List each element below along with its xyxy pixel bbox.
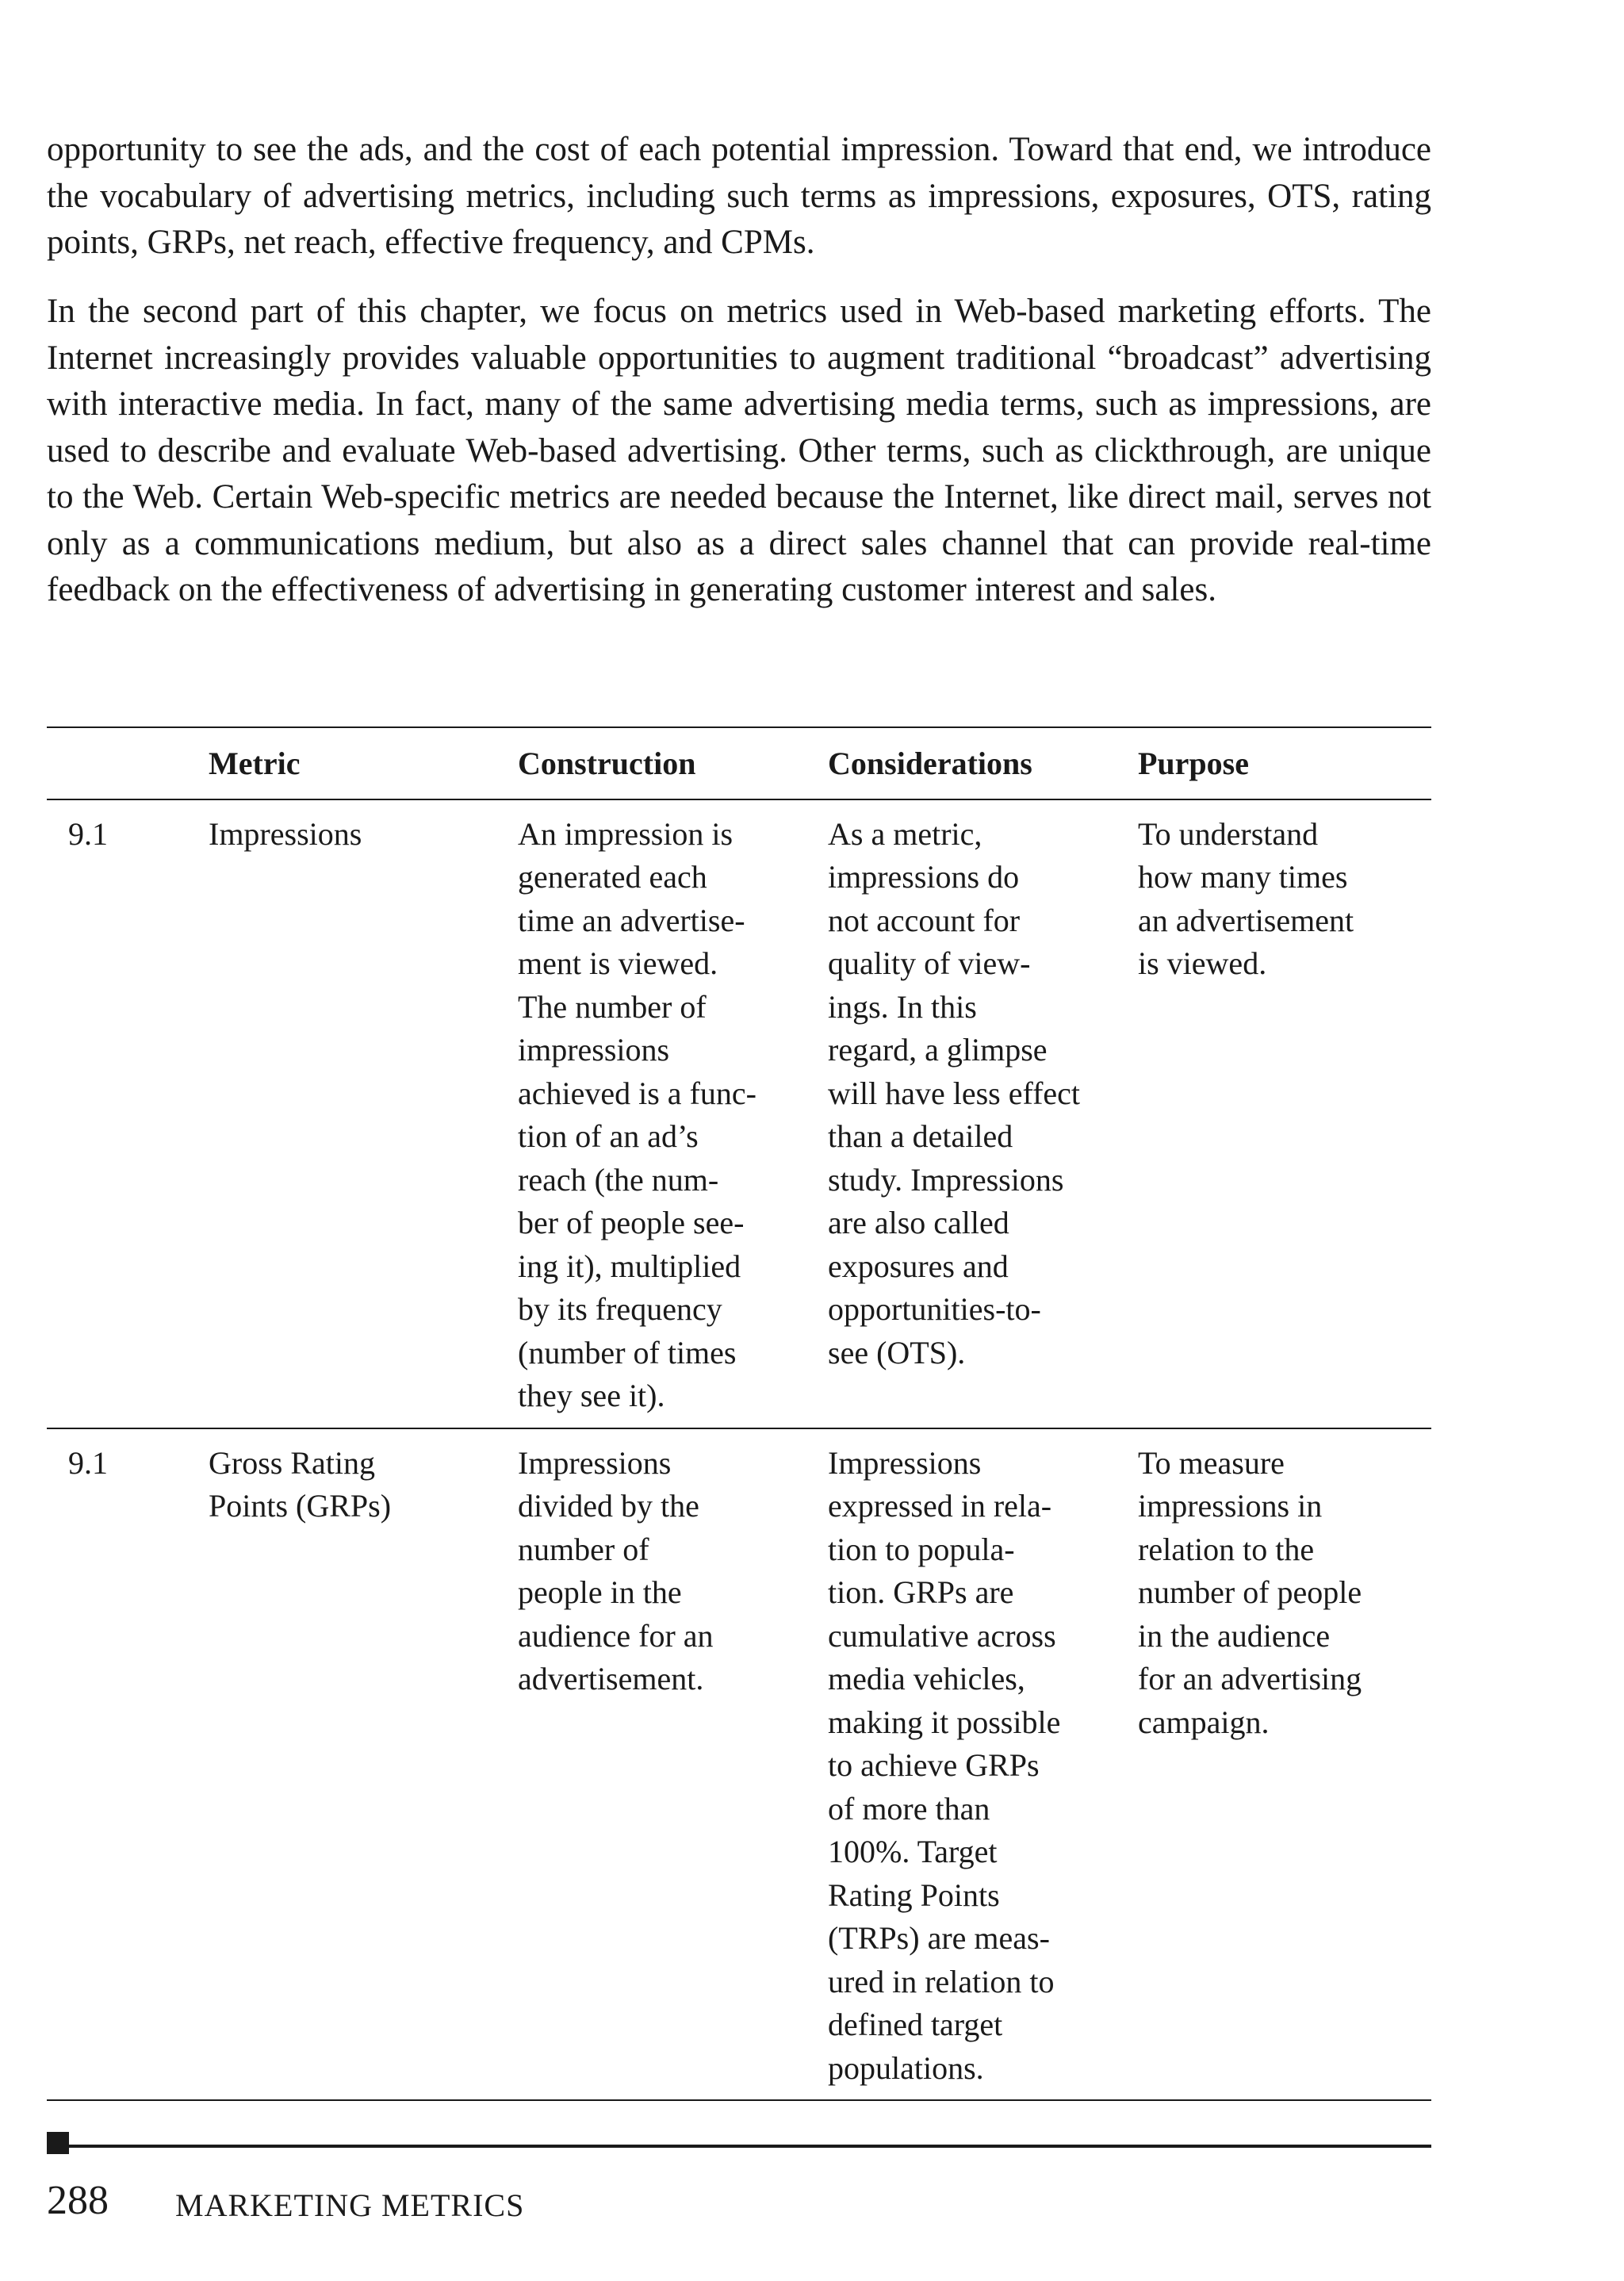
footer-rule: [47, 2145, 1431, 2148]
cell-considerations-text: Impressions expressed in rela- tion to popula- tion. GRPs are cumulative across media vehicles, making it possible to achieve GRPs of more than 100%. Target Rating Points (TRPs) are meas- ured in relation to defined target populations.: [828, 1444, 1061, 2086]
cell-construction-text: An impression is generated each time an advertise- ment is viewed. The number of impressions achieved is a func- tion of an ad’s reach (the num- ber of people see- ing it), multiplied by its frequency (number of times they see it).: [518, 815, 756, 1413]
cell-number: [47, 1428, 209, 2101]
cell-number-text: 9.1: [68, 1444, 108, 1481]
cell-metric: [209, 1428, 518, 2101]
cell-considerations-text: As a metric, impressions do not account for quality of view- ings. In this regard, a glimpse will have less effect than a detailed study. Impressions are also called exposures and opportunities-to- see (OTS).: [828, 815, 1081, 1371]
cell-considerations: [828, 799, 1138, 1428]
table-header-row: [47, 728, 1431, 799]
header-considerations: Considerations: [828, 746, 1032, 781]
cell-metric: [209, 799, 518, 1428]
cell-purpose: [1138, 799, 1431, 1428]
cell-purpose-text: To understand how many times an advertisement is viewed.: [1138, 815, 1354, 981]
cell-construction: [518, 1428, 828, 2101]
cell-metric-text: Impressions: [209, 815, 362, 852]
cell-construction-text: Impressions divided by the number of people in the audience for an advertisement.: [518, 1444, 714, 1696]
footer-square-marker: [47, 2132, 69, 2154]
cell-number: [47, 799, 209, 1428]
running-head: MARKETING METRICS: [175, 2187, 525, 2223]
page-number: 288: [47, 2178, 109, 2223]
header-construction: Construction: [518, 746, 696, 781]
cell-considerations: [828, 1428, 1138, 2101]
body-paragraph: opportunity to see the ads, and the cost of each potential impression. Toward that end, we introduce the vocabulary of advertising metrics, including such terms as impressions, exposures, OTS, rating points, GRPs, net reach, effective frequency, and CPMs.: [47, 131, 1431, 261]
cell-metric-text: Gross Rating Points (GRPs): [209, 1444, 392, 1524]
header-metric: Metric: [209, 746, 301, 781]
table-row: [47, 799, 1431, 1428]
cell-number-text: 9.1: [68, 815, 108, 852]
metrics-table-container: [47, 726, 1431, 2101]
header-number: [47, 728, 209, 799]
header-purpose: Purpose: [1138, 746, 1249, 781]
table-row: [47, 1428, 1431, 2101]
body-paragraph: In the second part of this chapter, we focus on metrics used in Web-based marketing efforts. The Internet increasingly provides valuable opportunities to augment traditional “broadcast” advertising with interactive media. In fact, many of the same advertising media terms, such as impressions, are used to describe and evaluate Web-based advertising. Other terms, such as clickthrough, are unique to the Web. Certain Web-specific metrics are needed because the Internet, like direct mail, serves not only as a communications medium, but also as a direct sales channel that can provide real-time feedback on the effectiveness of advertising in generating customer interest and sales.: [47, 293, 1431, 608]
metrics-table: [47, 728, 1431, 2101]
cell-construction: [518, 799, 828, 1428]
cell-purpose-text: To measure impressions in relation to the number of people in the audience for an advertising campaign.: [1138, 1444, 1362, 1740]
cell-purpose: [1138, 1428, 1431, 2101]
